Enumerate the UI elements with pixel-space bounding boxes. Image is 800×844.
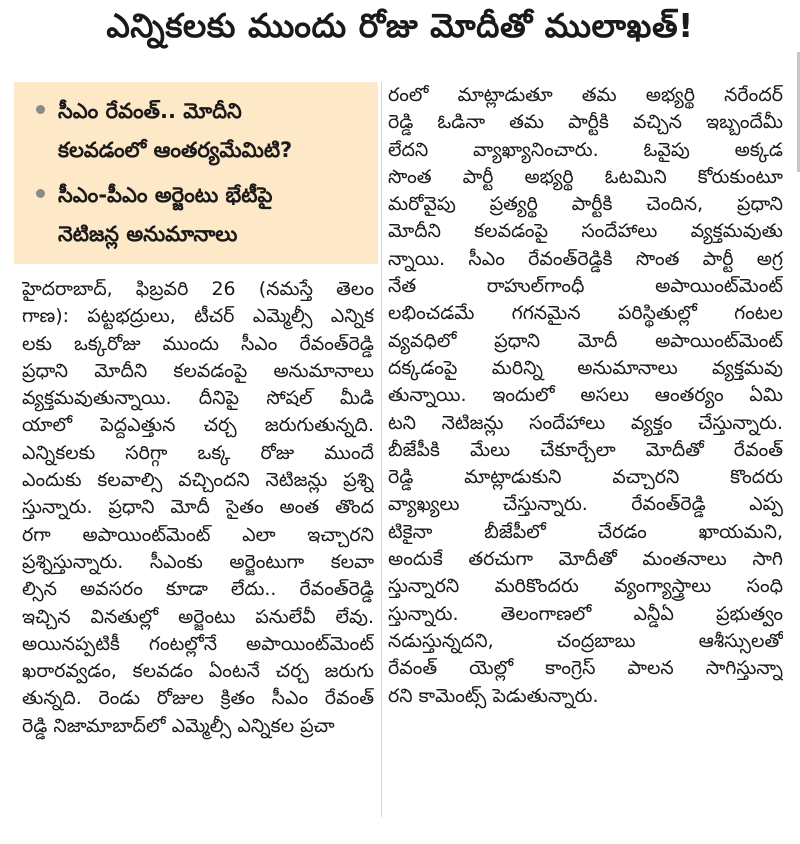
article-line: ఎన్నికలకు సరిగ్గా ఒక్క రోజు ముందే (22, 441, 374, 464)
bullet-icon (36, 189, 45, 198)
article-line: రెడ్డి మాట్లాడుకుని వచ్చారని కొందరు (388, 466, 783, 489)
article-line: ప్రధాని మోదీని కలవడంపై అనుమానాలు (22, 359, 374, 382)
article-line: సొంత పార్టీ అభ్యర్థి ఓటమిని కోరుకుంటూ (388, 165, 783, 188)
highlight-line: సీఎం రేవంత్.. మోదీని (58, 99, 242, 123)
article-line: బీజేపీకి మేలు చేకూర్చేలా మోదీతో రేవంత్ (388, 438, 783, 461)
article-line: రెడ్డి ఓడినా తమ పార్టీకి వచ్చిన ఇబ్బందేమీ (388, 111, 783, 134)
article-line: ఇచ్చిన వినతుల్లో అర్జెంటు పనులేవీ లేవు. (22, 605, 374, 628)
article-line: నడుస్తున్నదని, చంద్రబాబు ఆశీస్సులతో (388, 629, 783, 652)
highlight-line: సీఎం-పీఎం అర్జెంటు భేటీపై (58, 183, 273, 207)
headline: ఎన్నికలకు ముందు రోజు మోదీతో ములాఖత్! (106, 6, 694, 45)
article-column-right (388, 82, 783, 710)
column-divider (381, 82, 382, 817)
article-line: స్తున్నారని మరికొందరు వ్యంగ్యాస్త్రాలు సంధి (388, 575, 783, 598)
article-line: అయినప్పటికీ గంటల్లోనే అపాయింట్‌మెంట్ (22, 632, 374, 655)
article-line: టికైనా బీజేపీలో చేరడం ఖాయమని, (388, 520, 783, 543)
highlight-item (36, 92, 372, 170)
article-line: న్నాయి. సీఎం రేవంత్‌రెడ్డికి సొంత పార్టీ అగ్ర (388, 247, 783, 270)
article-line: లభించడమే గగనమైన పరిస్థితుల్లో గంటల (388, 302, 783, 325)
article-line: టని నెటిజన్లు సందేహాలు వ్యక్తం చేస్తున్నారు. (388, 411, 783, 434)
article-line: హైదరాబాద్, ఫిబ్రవరి 26 (నమస్తే తెలం (22, 278, 374, 300)
article-line: వ్యక్తమవుతున్నాయి. దీనిపై సోషల్ మీడి (22, 387, 374, 410)
article-line: ప్రశ్నిస్తున్నారు. సీఎంకు అర్జెంటుగా కలవా (22, 550, 374, 573)
article-line: తున్నాయి. ఇందులో అసలు ఆంతర్యం ఏమి (388, 384, 783, 407)
article-line: ల్సిన అవసరం కూడా లేదు.. రేవంత్‌రెడ్డి (22, 578, 374, 601)
article-line: అందుకే తరచుగా మోదీతో మంతనాలు సాగి (388, 548, 783, 571)
article-line: నేత రాహుల్‌గాంధీ అపాయింట్‌మెంట్ (388, 275, 783, 298)
highlight-line: నెటిజన్ల అనుమానాలు (58, 222, 238, 246)
highlight-line: కలవడంలో ఆంతర్యమేమిటి? (58, 138, 293, 162)
article-line: వ్యవధిలో ప్రధాని మోదీ అపాయింట్‌మెంట్ (388, 329, 783, 352)
article-line: ఖరారవ్వడం, కలవడం ఏంటనే చర్చ జరుగు (22, 660, 374, 683)
bullet-icon (36, 105, 45, 114)
article-line: రేవంత్ యెల్లో కాంగ్రెస్ పాలన సాగిస్తున్నా (388, 657, 783, 680)
article-line: గాణ): పట్టభద్రులు, టీచర్ ఎమ్మెల్సీ ఎన్నిక (22, 305, 374, 328)
article-line: లకు ఒక్కరోజు ముందు సీఎం రేవంత్‌రెడ్డి (22, 332, 374, 355)
highlight-item (36, 176, 372, 254)
article-line: దక్కడంపై మరిన్ని అనుమానాలు వ్యక్తమవు (388, 356, 783, 379)
article-column-left (22, 276, 374, 740)
article-line: రని కామెంట్స్ పెడుతున్నారు. (388, 684, 599, 707)
article-line: రెడ్డి నిజామాబాద్‌లో ఎమ్మెల్సీ ఎన్నికల ప్రచా (22, 714, 335, 737)
article-line: వ్యాఖ్యలు చేస్తున్నారు. రేవంత్‌రెడ్డి ఎప్ప (388, 493, 783, 516)
article-line: యాలో పెద్దఎత్తున చర్చ జరుగుతున్నది. (22, 414, 374, 437)
article-line: ఎందుకు కలవాల్సి వచ్చిందని నెటిజన్లు ప్రశ్ని (22, 469, 374, 492)
article-line: మరోవైపు ప్రత్యర్థి పార్టీకి చెందిన, ప్రధాని (388, 193, 783, 216)
article-line: రంలో మాట్లాడుతూ తమ అభ్యర్థి నరేందర్ (388, 84, 783, 106)
article-line: రగా అపాయింట్‌మెంట్ ఎలా ఇచ్చారని (22, 523, 374, 546)
article-line: స్తున్నారు. ప్రధాని మోదీ సైతం అంత తొంద (22, 496, 374, 519)
highlight-box (14, 82, 378, 264)
article-line: స్తున్నారు. తెలంగాణలో ఎన్డీఏ ప్రభుత్వం (388, 602, 783, 625)
article-line: తున్నది. రెండు రోజుల క్రితం సీఎం రేవంత్ (22, 687, 374, 710)
article-line: మోదీని కలవడంపై సందేహాలు వ్యక్తమవుతు (388, 220, 783, 243)
article-line: లేదని వ్యాఖ్యానించారు. ఓవైపు అక్కడ (388, 138, 783, 161)
